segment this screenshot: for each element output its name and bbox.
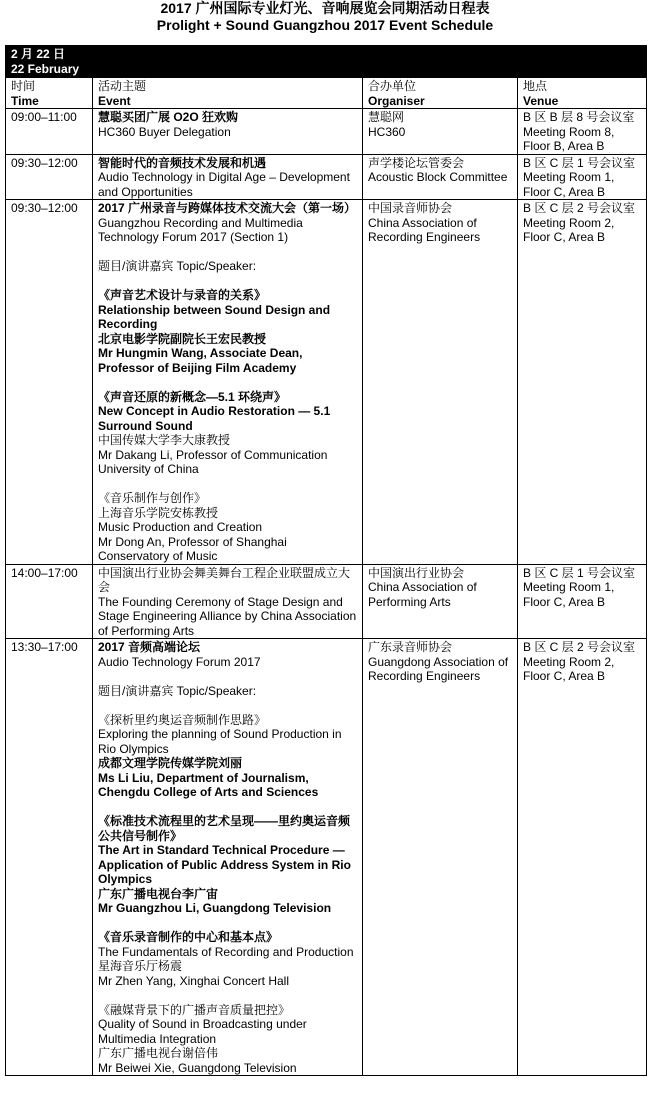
organiser-en: China Association of Performing Arts [368, 580, 477, 609]
organiser-cell [363, 200, 518, 565]
topic-speaker-label: 题目/演讲嘉宾 Topic/Speaker: [98, 259, 257, 273]
event-schedule-table [5, 45, 647, 1076]
organiser-cn: 中国录音师协会 [368, 201, 453, 215]
time-cell: 09:30–12:00 [6, 200, 93, 565]
organiser-cn: 广东录音师协会 [368, 640, 453, 654]
organiser-cell [363, 109, 518, 155]
event-title-en: The Founding Ceremony of Stage Design and Stage Engineering Alliance by China Association of Performing Arts [98, 594, 357, 638]
venue-cell [518, 639, 647, 1076]
organiser-cell [363, 154, 518, 200]
event-title-en: Audio Technology in Digital Age – Development and Opportunities [98, 170, 350, 199]
venue-en: Meeting Room 2, Floor C, Area B [523, 215, 615, 244]
event-title-cn: 中国演出行业协会舞美舞台工程企业联盟成立大会 [98, 565, 351, 594]
organiser-cn: 慧聪网 [368, 110, 405, 124]
talk-title-en: Exploring the planning of Sound Production in Rio Olympics [98, 727, 342, 756]
talk-title-cn: 《声音还原的新概念—5.1 环绕声》 [98, 389, 287, 404]
venue-cn: B 区 C 层 1 号会议室 [523, 565, 636, 580]
venue-cell [518, 109, 647, 155]
talk-speaker-en: Mr Dakang Li, Professor of Communication University of China [98, 447, 328, 476]
header-organiser [363, 78, 518, 109]
talk-title-en: Music Production and Creation [98, 520, 263, 534]
venue-en: Meeting Room 1, Floor C, Area B [523, 170, 615, 199]
organiser-cn: 声学楼论坛管委会 [368, 155, 465, 170]
talk-title-en: The Fundamentals of Recording and Production [98, 944, 354, 959]
event-title-cn: 慧聪买团广展 O2O 狂欢购 [98, 110, 239, 124]
event-title-cn: 智能时代的音频技术发展和机遇 [98, 155, 267, 170]
venue-en: Meeting Room 2, Floor C, Area B [523, 654, 615, 683]
talk-speaker-en: Mr Dong An, Professor of Shanghai Conservatory of Music [98, 534, 287, 563]
venue-en: Meeting Room 1, Floor C, Area B [523, 580, 615, 609]
talk-speaker-cn: 中国传媒大学李大康教授 [98, 433, 231, 447]
header-venue-cn: 地点 [523, 79, 548, 93]
table-row [6, 154, 647, 200]
page-title-chinese: 2017 广州国际专业灯光、音响展览会同期活动日程表 [160, 0, 490, 16]
talk-speaker-en: Ms Li Liu, Department of Journalism, Chengdu College of Arts and Sciences [98, 770, 319, 799]
header-org-cn: 合办单位 [368, 79, 417, 93]
header-org-en: Organiser [368, 93, 425, 108]
event-title-en: Audio Technology Forum 2017 [98, 654, 261, 669]
talk-title-cn: 《探析里约奥运音频制作思路》 [98, 712, 267, 727]
venue-en: Meeting Room 8, Floor B, Area B [523, 124, 615, 153]
time-cell: 09:30–12:00 [6, 154, 93, 200]
date-chinese: 2 月 22 日 [11, 47, 66, 61]
organiser-en: Acoustic Block Committee [368, 170, 508, 184]
header-venue-en: Venue [523, 93, 559, 108]
venue-cn: B 区 C 层 1 号会议室 [523, 155, 636, 170]
talk-speaker-cn: 上海音乐学院安栋教授 [98, 505, 219, 520]
header-row [6, 78, 647, 109]
organiser-en: HC360 [368, 124, 406, 139]
event-title-cn: 2017 广州录音与跨媒体技术交流大会（第一场） [98, 201, 357, 215]
event-cell [93, 109, 363, 155]
talk-title-cn: 《融媒背景下的广播声音质量把控》 [98, 1002, 291, 1017]
table-row [6, 109, 647, 155]
talk-speaker-en: Mr Hungmin Wang, Associate Dean, Professor of Beijing Film Academy [98, 346, 303, 375]
table-row [6, 200, 647, 565]
event-cell [93, 200, 363, 565]
talk-speaker-en: Mr Zhen Yang, Xinghai Concert Hall [98, 973, 289, 988]
event-cell [93, 154, 363, 200]
table-row [6, 564, 647, 639]
organiser-cn: 中国演出行业协会 [368, 565, 465, 580]
talk-title-cn: 《音乐录音制作的中心和基本点》 [98, 930, 279, 944]
date-row [6, 46, 647, 78]
organiser-en: Guangdong Association of Recording Engineers [368, 654, 509, 683]
talk-title-en: Relationship between Sound Design and Recording [98, 302, 331, 331]
time-cell: 13:30–17:00 [6, 639, 93, 1076]
page-title-english: Prolight + Sound Guangzhou 2017 Event Schedule [156, 17, 494, 33]
talk-speaker-cn: 广东广播电视台李广宙 [98, 886, 219, 901]
talk-title-cn: 《声音艺术设计与录音的关系》 [98, 288, 267, 302]
organiser-cell [363, 639, 518, 1076]
header-venue [518, 78, 647, 109]
talk-speaker-en: Mr Beiwei Xie, Guangdong Television [98, 1060, 297, 1075]
table-row [6, 639, 647, 1076]
date-english: 22 February [11, 61, 80, 76]
topic-speaker-label: 题目/演讲嘉宾 Topic/Speaker: [98, 683, 257, 698]
venue-cell [518, 154, 647, 200]
talk-title-cn: 《标准技术流程里的艺术呈现——里约奥运音频公共信号制作》 [98, 814, 351, 843]
talk-title-cn: 《音乐制作与创作》 [98, 491, 207, 505]
header-time-cn: 时间 [11, 79, 36, 93]
venue-cell [518, 200, 647, 565]
event-title-en: Guangzhou Recording and Multimedia Technology Forum 2017 (Section 1) [98, 215, 303, 244]
event-cell [93, 639, 363, 1076]
talk-title-en: The Art in Standard Technical Procedure —Application of Public Address System in Rio Olympics [98, 843, 351, 886]
event-title-cn: 2017 音频高端论坛 [98, 640, 201, 654]
date-cell [6, 46, 647, 78]
header-event-en: Event [98, 93, 131, 108]
talk-title-en: Quality of Sound in Broadcasting under Multimedia Integration [98, 1017, 307, 1046]
talk-title-en: New Concept in Audio Restoration — 5.1 Surround Sound [98, 404, 331, 433]
venue-cn: B 区 B 层 8 号会议室 [523, 110, 635, 124]
header-time [6, 78, 93, 109]
venue-cn: B 区 C 层 2 号会议室 [523, 201, 636, 215]
time-cell: 14:00–17:00 [6, 564, 93, 639]
event-cell [93, 564, 363, 639]
header-time-en: Time [11, 93, 39, 108]
talk-speaker-en: Mr Guangzhou Li, Guangdong Television [98, 901, 332, 915]
venue-cell [518, 564, 647, 639]
header-event [93, 78, 363, 109]
talk-speaker-cn: 成都文理学院传媒学院刘丽 [98, 756, 243, 770]
header-event-cn: 活动主题 [98, 79, 147, 93]
talk-speaker-cn: 广东广播电视台谢倍伟 [98, 1046, 219, 1060]
venue-cn: B 区 C 层 2 号会议室 [523, 640, 636, 654]
time-cell: 09:00–11:00 [6, 109, 93, 155]
organiser-en: China Association of Recording Engineers [368, 215, 481, 244]
organiser-cell [363, 564, 518, 639]
talk-speaker-cn: 北京电影学院副院长王宏民教授 [98, 331, 267, 346]
talk-speaker-cn: 星海音乐厅杨震 [98, 959, 183, 973]
event-title-en: HC360 Buyer Delegation [98, 124, 231, 139]
